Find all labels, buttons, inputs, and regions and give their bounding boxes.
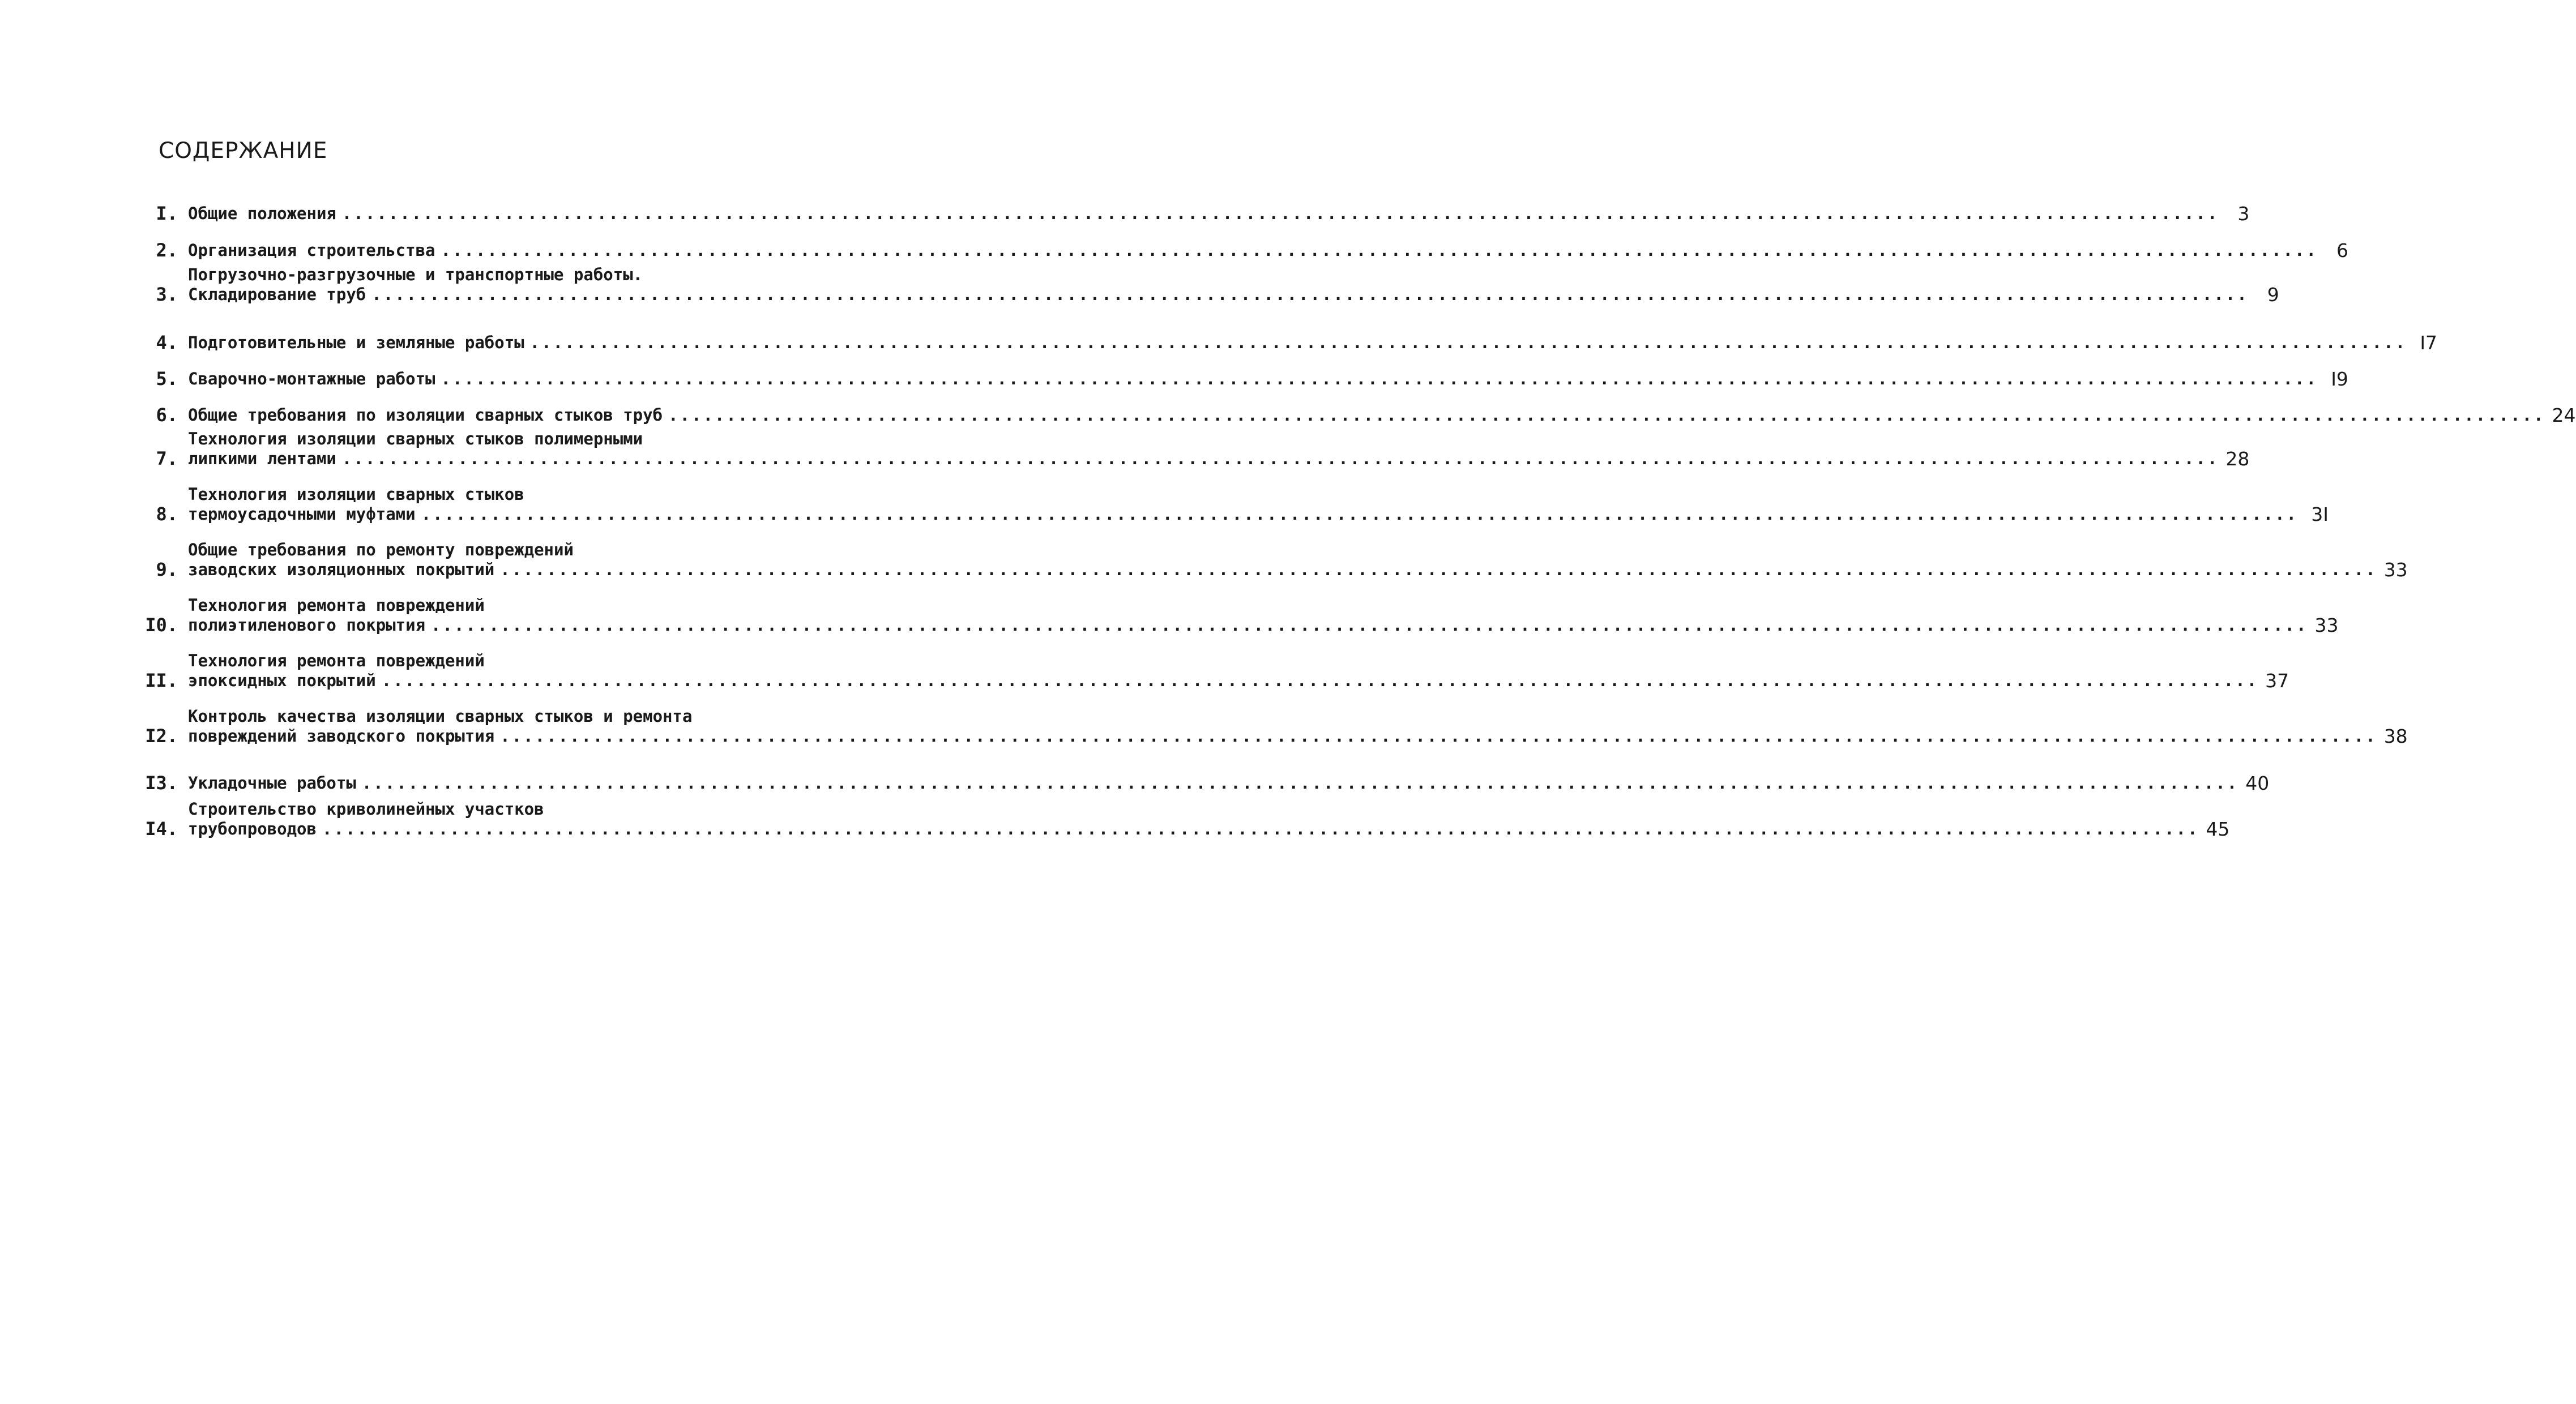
toc-entry-title-line: Технология изоляции сварных стыков полимерными <box>188 429 643 448</box>
toc-entry-title: Подготовительные и земляные работы <box>188 333 524 352</box>
toc-entry[interactable] <box>130 651 2289 692</box>
toc-entry-number: 7. <box>156 448 178 469</box>
dot-leader <box>362 773 2238 793</box>
toc-entry-title: трубопроводов <box>188 819 317 838</box>
toc-entry-title: липкими лентами <box>188 449 336 468</box>
toc-entry-page-number: 33 <box>2383 559 2408 581</box>
toc-entry-number: I3. <box>145 772 178 794</box>
toc-entry-page-number: 37 <box>2265 670 2289 692</box>
toc-entry-title-line: Контроль качества изоляции сварных стыков и ремонта <box>188 707 693 726</box>
toc-entry-title: Укладочные работы <box>188 773 356 793</box>
dot-leader <box>668 405 2545 425</box>
toc-entry-number: I2. <box>145 725 178 747</box>
toc-entry-page-number: 24 <box>2552 404 2576 426</box>
toc-entry-number: 2. <box>156 239 178 261</box>
toc-entry[interactable] <box>130 799 2230 840</box>
toc-entry-title: полиэтиленового покрытия <box>188 615 426 635</box>
toc-entry[interactable] <box>130 203 2250 225</box>
toc-entry[interactable] <box>130 540 2408 581</box>
toc-entry-page-number: 45 <box>2206 818 2230 840</box>
toc-entry-page-number: 40 <box>2245 772 2270 794</box>
toc-entry[interactable] <box>130 429 2250 470</box>
toc-entry[interactable] <box>130 404 2576 426</box>
toc-entry-number: II. <box>145 670 178 691</box>
dot-leader <box>441 241 2318 260</box>
dot-leader <box>500 560 2377 580</box>
toc-entry-title: Общие положения <box>188 204 336 223</box>
toc-entry-title: термоусадочными муфтами <box>188 504 416 524</box>
toc-entry-number: I4. <box>145 818 178 840</box>
dot-leader <box>530 333 2407 353</box>
toc-entry-number: I. <box>156 203 178 224</box>
toc-entry[interactable] <box>130 596 2339 636</box>
toc-entry[interactable] <box>130 239 2348 262</box>
toc-entry[interactable] <box>130 368 2348 390</box>
dot-leader <box>441 369 2318 389</box>
toc-entry-page-number: I7 <box>2420 332 2438 354</box>
toc-entry-number: 3. <box>156 284 178 305</box>
dot-leader <box>342 204 2219 224</box>
toc-entry-title-line: Погрузочно-разгрузочные и транспортные работы. <box>188 265 643 284</box>
toc-entry-page-number: 33 <box>2314 614 2339 636</box>
dot-leader <box>371 285 2248 305</box>
toc-entry[interactable] <box>130 332 2438 354</box>
toc-entry-title: Общие требования по изоляции сварных стыков труб <box>188 405 663 425</box>
dot-leader <box>421 504 2298 524</box>
page-title: СОДЕРЖАНИЕ <box>159 138 328 164</box>
toc-entry[interactable] <box>130 772 2270 794</box>
dot-leader <box>382 671 2258 691</box>
toc-entry-number: I0. <box>145 614 178 636</box>
toc-entry-title-line: Технология изоляции сварных стыков <box>188 485 524 504</box>
toc-entry-page-number: 28 <box>2225 448 2250 470</box>
toc-entry-number: 6. <box>156 404 178 426</box>
toc-entry-title-line: Технология ремонта повреждений <box>188 651 485 670</box>
toc-entry-page-number: 38 <box>2383 725 2408 747</box>
toc-entry[interactable] <box>130 707 2408 747</box>
toc-entry-page-number: I9 <box>2331 368 2348 390</box>
dot-leader <box>342 449 2219 469</box>
toc-entry-title: повреждений заводского покрытия <box>188 726 495 746</box>
toc-entry-number: 9. <box>156 559 178 580</box>
toc-entry-title-line: Строительство криволинейных участков <box>188 799 544 819</box>
toc-entry-page-number: 3I <box>2311 503 2329 525</box>
toc-entry-page-number: 6 <box>2336 239 2348 262</box>
toc-entry-title: Организация строительства <box>188 241 435 260</box>
toc-entry[interactable] <box>130 485 2329 525</box>
toc-entry-title: Сварочно-монтажные работы <box>188 369 435 388</box>
dot-leader <box>322 819 2199 839</box>
toc-entry-number: 5. <box>156 368 178 389</box>
toc-entry-page-number: 3 <box>2237 203 2250 225</box>
dot-leader <box>431 615 2308 635</box>
dot-leader <box>500 726 2377 746</box>
toc-entry-page-number: 9 <box>2267 284 2279 306</box>
toc-entry-number: 8. <box>156 503 178 525</box>
toc-entry-title: заводских изоляционных покрытий <box>188 560 495 579</box>
toc-entry[interactable] <box>130 265 2279 306</box>
toc-entry-title-line: Технология ремонта повреждений <box>188 596 485 615</box>
toc-entry-title: Складирование труб <box>188 285 366 304</box>
toc-entry-title-line: Общие требования по ремонту повреждений <box>188 540 574 559</box>
toc-entry-number: 4. <box>156 332 178 353</box>
toc-entry-title: эпоксидных покрытий <box>188 671 376 690</box>
